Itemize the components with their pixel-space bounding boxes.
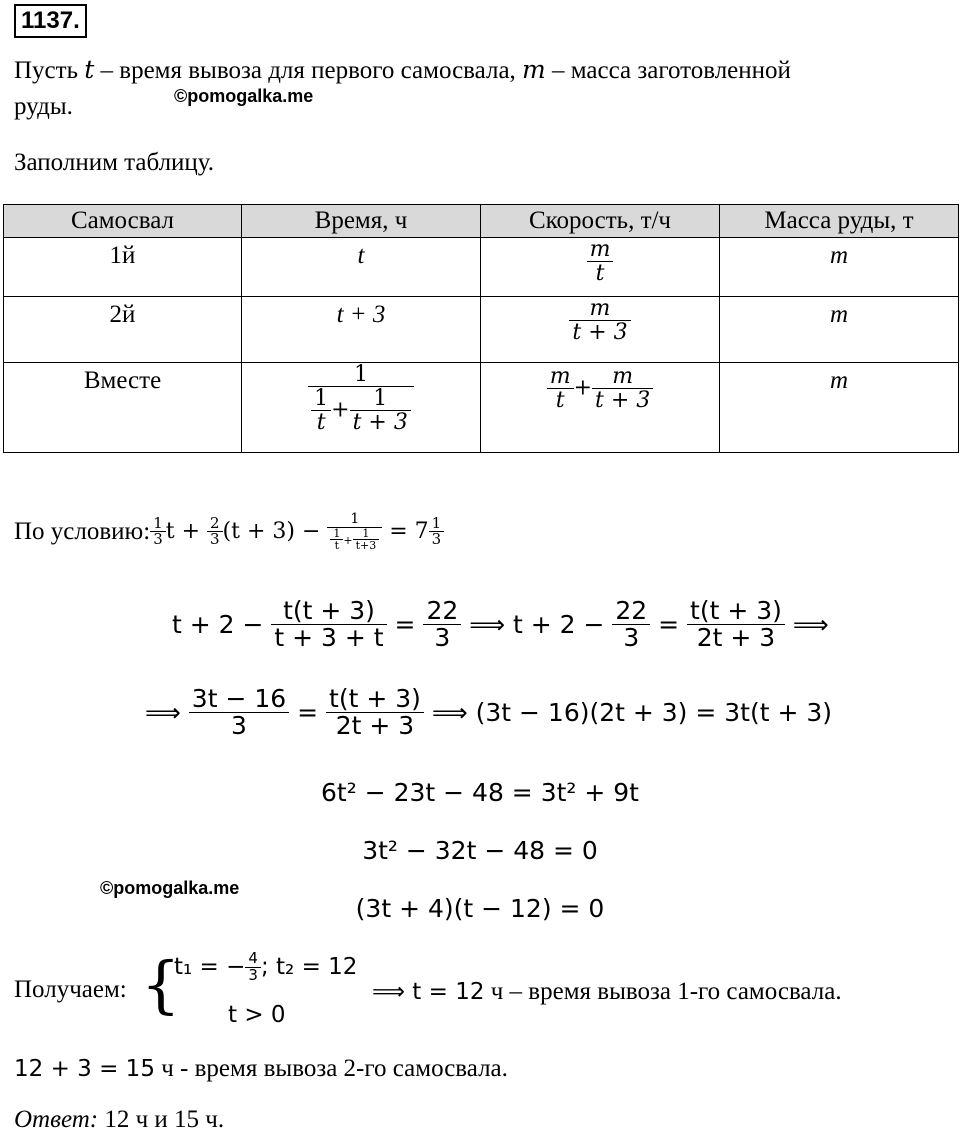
var-m: m (522, 55, 546, 84)
equation-2 (145, 686, 832, 740)
numerator: 1 (153, 513, 163, 532)
eq-term: 12 + 3 = 15 (14, 1056, 155, 1082)
header-cell: Время, ч (242, 205, 481, 238)
eq-term: ⟹ t = 12 (372, 979, 485, 1005)
fraction (592, 365, 653, 412)
numerator: 22 (426, 596, 459, 625)
numerator: 1 (431, 513, 442, 532)
table-header-row (4, 205, 959, 238)
numerator: t(t + 3) (283, 596, 375, 625)
numerator: t(t + 3) (329, 684, 421, 713)
intro-line-1 (14, 55, 791, 86)
fraction (587, 238, 614, 285)
intro-text-1: Пусть (14, 57, 78, 84)
eq-term: ⟹ t + 2 − (461, 609, 613, 639)
intro-text-2: – время вывоза для первого самосвала, (94, 57, 523, 84)
eq-term: t₁ = − (174, 954, 246, 980)
denominator: t + 3 (595, 388, 651, 414)
eq-term: ; t₂ = 12 (260, 954, 358, 980)
denominator (327, 528, 382, 552)
numerator: m (589, 237, 611, 262)
denominator: 3 (153, 530, 163, 549)
header-cell: Масса руды, т (720, 205, 959, 238)
fraction (569, 297, 630, 344)
fraction (687, 598, 785, 652)
fraction (330, 528, 343, 552)
fraction (423, 598, 461, 652)
condition-term: = 7 (382, 518, 429, 544)
task-number: 1137. (14, 4, 87, 38)
speed-cell (481, 297, 720, 363)
eq-term: t + 2 − (172, 609, 272, 639)
numerator: m (589, 296, 611, 321)
fraction (612, 598, 650, 652)
system-line-1 (174, 950, 357, 984)
answer-label: Ответ: (14, 1106, 99, 1133)
second-truck-line (14, 1052, 508, 1086)
time-cell: t + 3 (242, 297, 481, 363)
data-table (3, 204, 959, 453)
equation-1 (172, 598, 829, 652)
denominator: 3 (210, 530, 220, 549)
denominator: t (334, 539, 340, 553)
eq-term: = (386, 609, 424, 639)
speed-cell (481, 363, 720, 453)
denominator: t + 3 + t (274, 623, 384, 653)
fraction (150, 513, 166, 549)
numerator: 1 (333, 526, 341, 540)
fill-table-text: Заполним таблицу. (14, 149, 215, 176)
header-cell: Скорость, т/ч (481, 205, 720, 238)
plus-sign: + (573, 375, 593, 401)
condition-label: По условию: (14, 517, 151, 545)
eq-term: = (289, 697, 327, 727)
condition-line (14, 512, 444, 552)
fraction (350, 387, 411, 434)
header-cell: Самосвал (4, 205, 242, 238)
row-name: 2й (4, 297, 242, 363)
denominator: t (555, 388, 565, 414)
denominator: t + 3 (352, 410, 408, 436)
denominator: 2t + 3 (696, 623, 776, 653)
denominator: 3 (431, 530, 442, 549)
mass-cell: m (720, 363, 959, 453)
fraction (189, 686, 289, 740)
intro-text-3: – масса заготовленной (545, 57, 791, 84)
denominator: t+3 (355, 539, 377, 553)
var-t: t (84, 55, 95, 84)
denominator: t (316, 410, 326, 436)
table-row (4, 363, 959, 453)
time-cell (242, 363, 481, 453)
denominator: 3 (434, 623, 451, 653)
numerator: 2 (210, 513, 220, 532)
numerator: 1 (350, 511, 360, 527)
condition-term: t + (165, 518, 207, 544)
denominator: t (595, 261, 605, 287)
plus-sign: + (343, 533, 353, 547)
answer-text: 12 ч и 15 ч. (98, 1106, 225, 1133)
fraction (271, 598, 386, 652)
result-label: Получаем: (14, 976, 127, 1003)
fraction (326, 686, 424, 740)
numerator: 3t − 16 (191, 684, 287, 713)
watermark-bottom: ©pomogalka.me (100, 878, 240, 898)
second-truck-text: ч - время вывоза 2-го самосвала. (154, 1055, 508, 1082)
row-name: Вместе (4, 363, 242, 453)
system-line-2: t > 0 (228, 1002, 286, 1028)
eq-term: ⟹ (3t − 16)(2t + 3) = 3t(t + 3) (423, 697, 833, 727)
speed-cell (481, 238, 720, 297)
answer-line (14, 1105, 224, 1135)
numerator: 4 (248, 948, 258, 967)
denominator: 3 (623, 623, 640, 653)
mass-cell: m (720, 238, 959, 297)
denominator: t + 3 (572, 320, 628, 346)
condition-term: (t + 3) − (222, 518, 328, 544)
denominator (308, 387, 414, 434)
fraction (327, 512, 382, 552)
result-conclusion (372, 975, 842, 1009)
denominator: 3 (248, 965, 258, 984)
table-row (4, 238, 959, 297)
numerator: 1 (314, 386, 329, 412)
fraction (311, 387, 331, 434)
row-name: 1й (4, 238, 242, 297)
denominator: 3 (231, 711, 247, 741)
intro-line-2: руды. (14, 93, 73, 120)
numerator: m (612, 364, 634, 389)
conclusion-text: ч – время вывоза 1-го самосвала. (484, 978, 842, 1005)
denominator: 2t + 3 (335, 711, 415, 741)
equation-4: 3t² − 32t − 48 = 0 (362, 836, 598, 865)
fraction (207, 513, 223, 549)
plus-sign: + (331, 397, 350, 423)
system-brace: { (141, 948, 181, 1021)
watermark-top: ©pomogalka.me (174, 86, 314, 106)
table-row (4, 297, 959, 363)
numerator: 22 (615, 596, 648, 625)
eq-term: ⟹ (784, 609, 829, 639)
numerator: m (549, 364, 571, 389)
numerator: 1 (373, 386, 388, 412)
mass-cell: m (720, 297, 959, 363)
eq-term: = (650, 609, 688, 639)
numerator: 1 (353, 362, 368, 387)
equation-5: (3t + 4)(t − 12) = 0 (355, 894, 605, 923)
eq-term: ⟹ (145, 697, 189, 727)
fraction (245, 948, 261, 984)
fraction (547, 365, 574, 412)
fraction (353, 528, 380, 552)
numerator: 1 (362, 526, 370, 540)
fraction (429, 513, 445, 549)
numerator: t(t + 3) (690, 596, 782, 625)
time-cell: t (242, 238, 481, 297)
equation-3: 6t² − 23t − 48 = 3t² + 9t (321, 778, 639, 807)
fraction (308, 363, 414, 434)
